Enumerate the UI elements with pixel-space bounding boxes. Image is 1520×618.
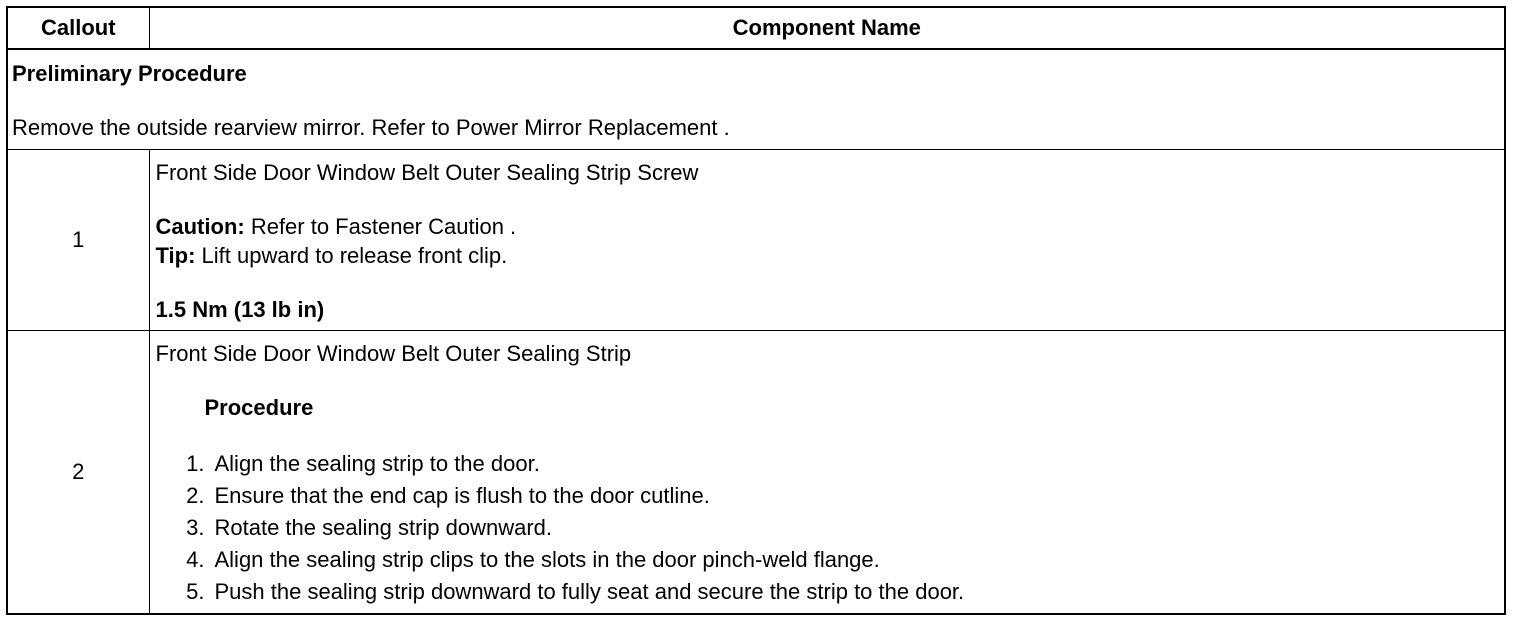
table-row <box>7 150 1505 331</box>
list-item: 5 . Push the sealing strip downward to fully seat and secure the strip to the door. <box>156 576 1499 608</box>
callout-number: 1 <box>7 150 149 331</box>
list-item: 2 . Ensure that the end cap is flush to the door cutline. <box>156 480 1499 512</box>
header-callout: Callout <box>7 7 149 49</box>
callout-table <box>6 6 1506 615</box>
caution-line <box>156 212 1499 241</box>
header-row <box>7 7 1505 49</box>
component-name: Front Side Door Window Belt Outer Sealing Strip Screw <box>155 160 699 185</box>
header-component-name: Component Name <box>149 7 1505 49</box>
component-cell <box>149 150 1505 331</box>
tip-text: Lift upward to release front clip. <box>195 243 508 268</box>
table-row <box>7 331 1505 614</box>
torque-spec: 1.5 Nm (13 lb in) <box>155 297 325 322</box>
caution-text: Refer to Fastener Caution . <box>244 214 517 239</box>
tip-line <box>156 241 1499 270</box>
component-cell <box>149 331 1505 614</box>
component-name: Front Side Door Window Belt Outer Sealing Strip <box>155 341 632 366</box>
caution-label: Caution: <box>155 214 245 239</box>
preliminary-row <box>7 49 1505 150</box>
procedure-title: Procedure <box>204 395 314 420</box>
preliminary-title: Preliminary Procedure <box>12 61 247 86</box>
preliminary-text: Remove the outside rearview mirror. Refer to Power Mirror Replacement . <box>12 115 730 140</box>
list-item: 1 . Align the sealing strip to the door. <box>156 448 1499 480</box>
tip-label: Tip: <box>155 243 196 268</box>
callout-number: 2 <box>7 331 149 614</box>
preliminary-cell <box>7 49 1505 150</box>
list-item: 4 . Align the sealing strip clips to the slots in the door pinch-weld flange. <box>156 544 1499 576</box>
list-item: 3 . Rotate the sealing strip downward. <box>156 512 1499 544</box>
procedure-steps <box>156 448 1499 608</box>
